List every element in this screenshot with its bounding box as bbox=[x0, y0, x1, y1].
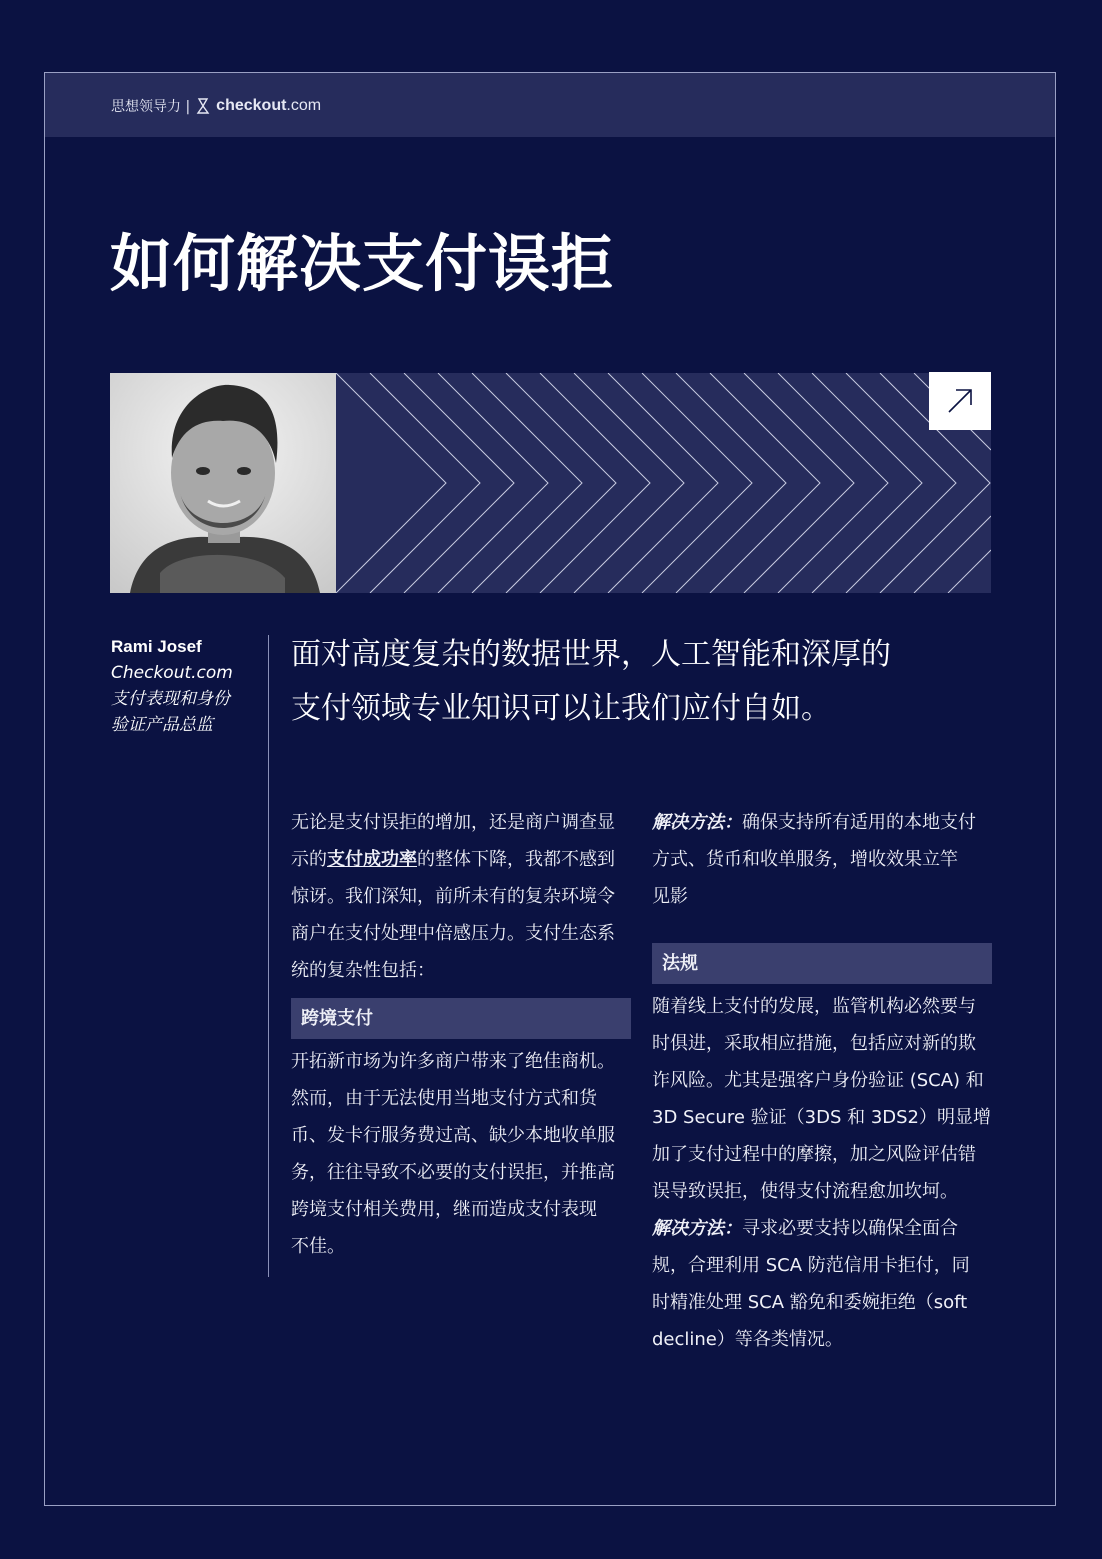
external-link-button[interactable] bbox=[929, 372, 991, 430]
regulation-paragraph: 随着线上支付的发展，监管机构必然要与 时俱进，采取相应措施，包括应对新的欺 诈风险。尤其是强客户身份验证 (SCA) 和 3D Secure 验证（3DS 和 3DS2）明显增 加了支付过程中的摩擦，加之风险评估错 误导致误拒，使得支付流程愈加坎坷。 解决方法：寻求必要支持以确保全面合 规，合理利用 SCA 防范信用卡拒付，同 时精准处理 SCA 豁免和委婉拒绝（soft decline）等各类情况。 bbox=[652, 996, 992, 1350]
lead-quote bbox=[291, 628, 991, 736]
author-role-line1: 支付表现和身份 bbox=[111, 689, 230, 709]
author-role-line2: 验证产品总监 bbox=[111, 715, 213, 735]
lead-line: 面对高度复杂的数据世界，人工智能和深厚的 bbox=[291, 637, 891, 672]
author-info bbox=[111, 634, 261, 738]
solution-label: 解决方法： bbox=[652, 812, 742, 833]
page-title: 如何解决支付误拒 bbox=[110, 227, 615, 300]
lead-line: 支付领域专业知识可以让我们应付自如。 bbox=[291, 691, 831, 726]
left-column bbox=[291, 804, 631, 1265]
payment-success-rate-link[interactable]: 支付成功率 bbox=[327, 849, 417, 870]
right-column bbox=[652, 804, 992, 1358]
checkout-logo-icon bbox=[196, 98, 210, 114]
brand-name: checkout.com bbox=[216, 97, 322, 114]
author-portrait bbox=[110, 373, 336, 593]
author-name: Rami Josef bbox=[111, 637, 202, 656]
arrow-up-right-icon bbox=[945, 386, 975, 416]
header-section-label: 思想领导力 | bbox=[111, 99, 191, 115]
solution-paragraph-1: 解决方法：确保支持所有适用的本地支付 方式、货币和收单服务，增收效果立竿 见影 bbox=[652, 812, 976, 907]
intro-paragraph: 无论是支付误拒的增加，还是商户调查显 示的支付成功率的整体下降，我都不感到 惊讶。我们深知，前所未有的复杂环境令 商户在支付处理中倍感压力。支付生态系 统的复杂性包括： bbox=[291, 812, 615, 981]
hero-banner bbox=[110, 373, 991, 593]
section-heading-regulation: 法规 bbox=[652, 943, 992, 984]
section-heading-cross-border: 跨境支付 bbox=[291, 998, 631, 1039]
header bbox=[111, 96, 321, 116]
solution-label: 解决方法： bbox=[652, 1218, 742, 1239]
author-company: Checkout.com bbox=[111, 663, 233, 683]
divider-line bbox=[268, 635, 269, 1277]
cross-border-paragraph: 开拓新市场为许多商户带来了绝佳商机。 然而，由于无法使用当地支付方式和货 币、发卡行服务费过高、缺少本地收单服 务，往往导致不必要的支付误拒，并推高 跨境支付相关费用，继而造成支付表现 不佳。 bbox=[291, 1051, 615, 1257]
chevron-pattern bbox=[336, 373, 991, 593]
